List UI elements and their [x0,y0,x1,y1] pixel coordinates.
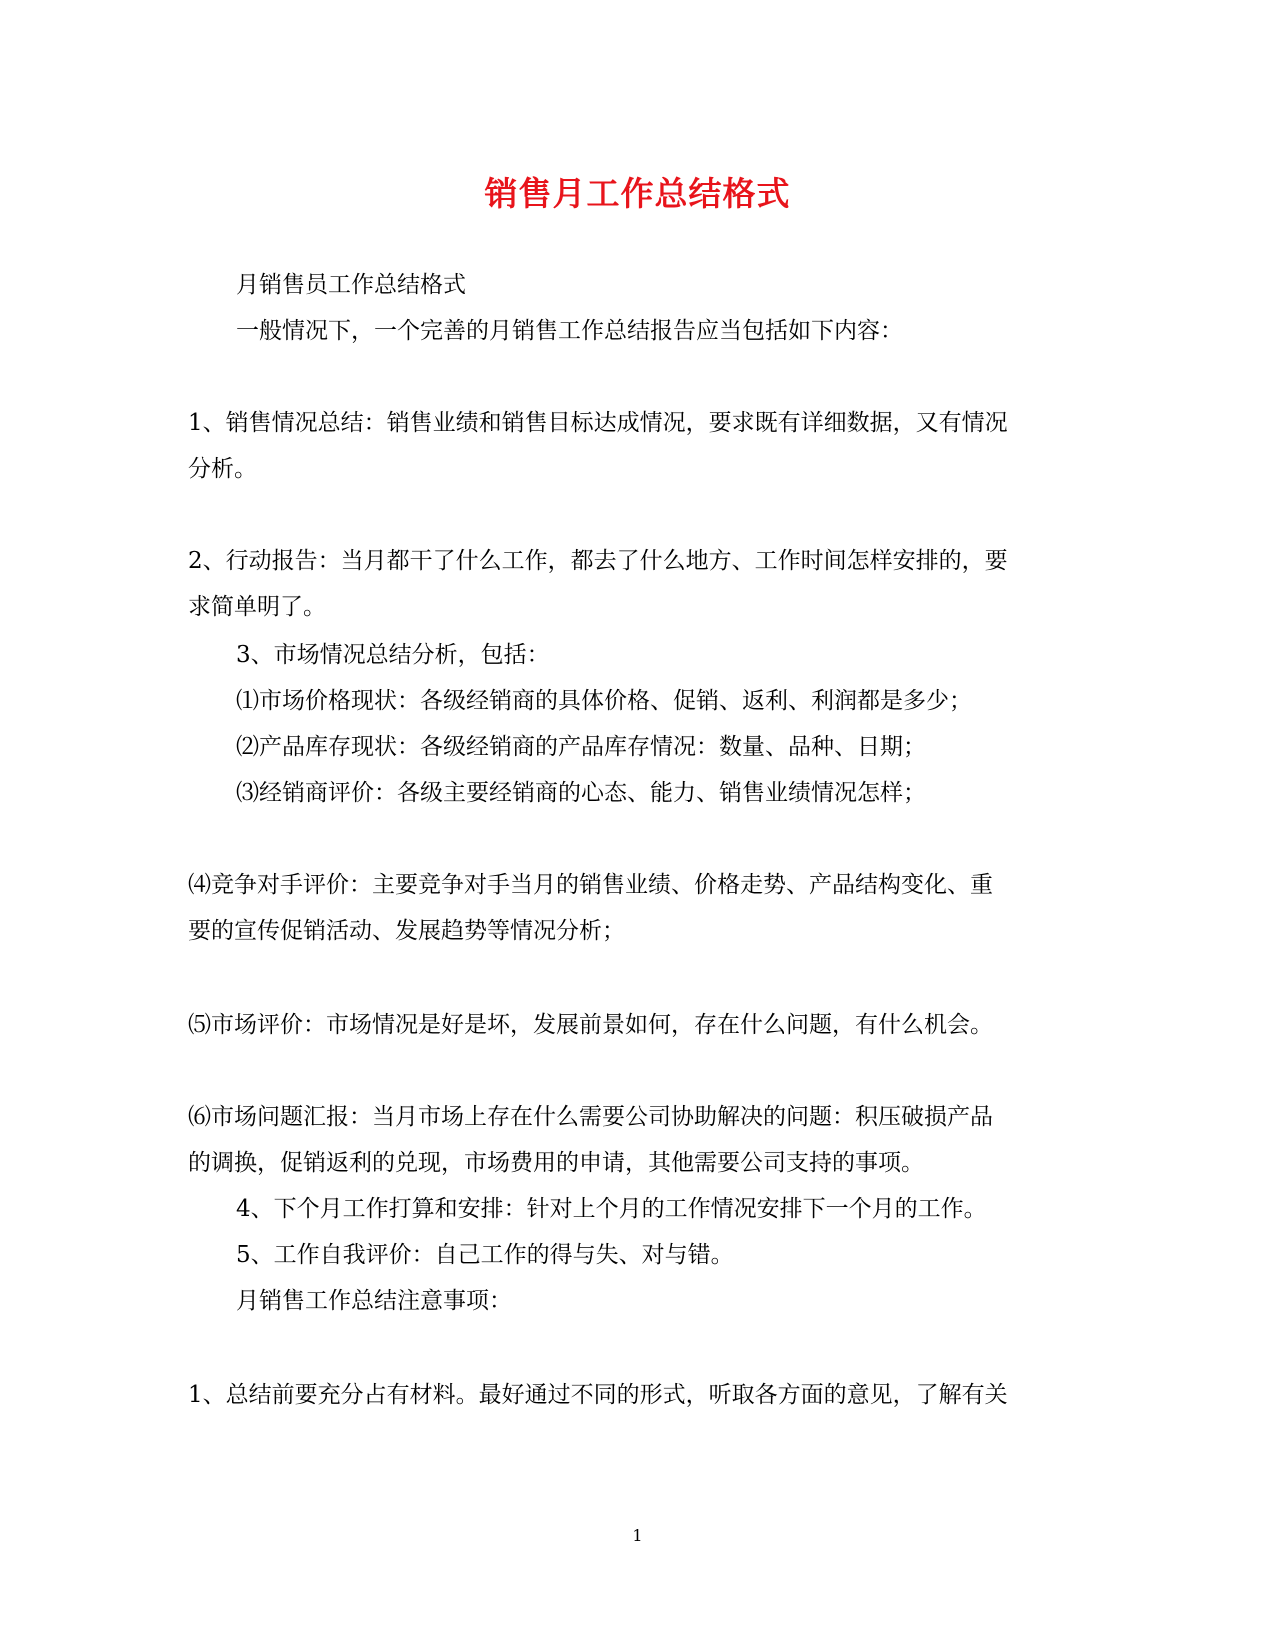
paragraph-line: ⑴市场价格现状：各级经销商的具体价格、促销、返利、利润都是多少； [236,688,972,714]
paragraph-line: ⑸市场评价：市场情况是好是坏，发展前景如何，存在什么问题，有什么机会。 [188,1012,993,1038]
paragraph-line: ⑷竞争对手评价：主要竞争对手当月的销售业绩、价格走势、产品结构变化、重 [188,872,993,898]
document-title: 销售月工作总结格式 [484,174,791,213]
page-number: 1 [632,1526,643,1545]
paragraph-line: 要的宣传促销活动、发展趋势等情况分析； [188,918,625,944]
paragraph-line: ⑹市场问题汇报：当月市场上存在什么需要公司协助解决的问题：积压破损产品 [188,1104,993,1130]
intro-paragraph: 一般情况下，一个完善的月销售工作总结报告应当包括如下内容： [236,318,903,344]
paragraph-line: 4、下个月工作打算和安排：针对上个月的工作情况安排下一个月的工作。 [236,1196,987,1222]
paragraph-line: 2、行动报告：当月都干了什么工作，都去了什么地方、工作时间怎样安排的，要 [188,548,1008,574]
paragraph-line: 1、总结前要充分占有材料。最好通过不同的形式，听取各方面的意见，了解有关 [188,1382,1008,1408]
paragraph-line: 的调换，促销返利的兑现，市场费用的申请，其他需要公司支持的事项。 [188,1150,924,1176]
paragraph-line: 5、工作自我评价：自己工作的得与失、对与错。 [236,1242,734,1268]
paragraph-line: 1、销售情况总结：销售业绩和销售目标达成情况，要求既有详细数据，又有情况 [188,410,1008,436]
paragraph-line: 求简单明了。 [188,594,326,620]
paragraph-line: 3、市场情况总结分析，包括： [236,642,550,668]
subtitle: 月销售员工作总结格式 [236,272,466,298]
paragraph-line: 分析。 [188,456,257,482]
paragraph-line: 月销售工作总结注意事项： [236,1288,512,1314]
paragraph-line: ⑶经销商评价：各级主要经销商的心态、能力、销售业绩情况怎样； [236,780,926,806]
paragraph-line: ⑵产品库存现状：各级经销商的产品库存情况：数量、品种、日期； [236,734,926,760]
